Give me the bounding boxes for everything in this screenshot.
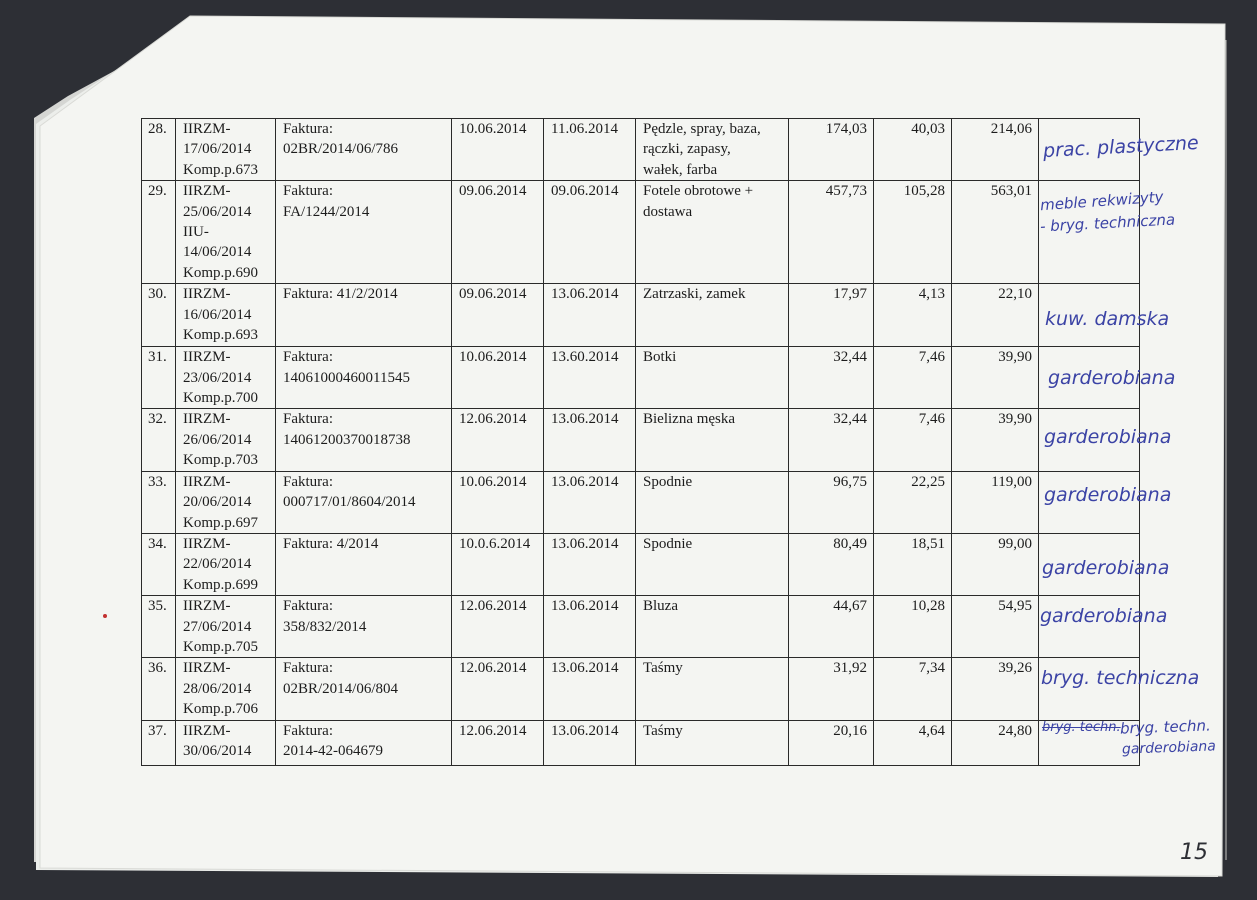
cell-description [636, 471, 789, 533]
cell-description [636, 658, 789, 720]
cell-lp: 36. [142, 658, 176, 720]
cell-description [636, 284, 789, 347]
page-number: 15 [1180, 840, 1208, 865]
cell-gross: 214,06 [952, 119, 1039, 181]
cell-reference-line: 26/06/2014 [183, 431, 252, 448]
cell-net: 31,92 [789, 658, 874, 720]
cell-payment-date: 09.06.2014 [544, 181, 636, 284]
cell-reference-line: 25/06/2014 [183, 203, 252, 220]
cell-document [276, 119, 452, 181]
cell-gross: 39,90 [952, 409, 1039, 471]
cell-reference-line: IIRZM- [183, 286, 231, 303]
cell-gross: 99,00 [952, 533, 1039, 595]
cell-document-line: 02BR/2014/06/786 [283, 141, 399, 158]
table-row [142, 409, 1140, 471]
cell-net: 32,44 [789, 409, 874, 471]
red-mark [103, 614, 107, 618]
cell-reference-line: 16/06/2014 [183, 306, 252, 323]
cell-vat: 40,03 [874, 119, 952, 181]
cell-lp: 37. [142, 720, 176, 765]
note-row-37-line1: bryg. techn. [1119, 716, 1212, 738]
cell-reference-line: IIRZM- [183, 535, 231, 552]
cell-vat: 18,51 [874, 533, 952, 595]
cell-net: 96,75 [789, 471, 874, 533]
table-row [142, 347, 1140, 409]
cell-reference [176, 409, 276, 471]
cell-invoice-date: 12.06.2014 [452, 720, 544, 765]
cell-document-line: 14061200370018738 [283, 431, 411, 448]
cell-document-line: Faktura: [283, 121, 333, 137]
cell-description-line: Fotele obrotowe + [643, 183, 754, 200]
cell-vat: 4,64 [874, 720, 952, 765]
cell-description-line: Taśmy [643, 722, 683, 739]
cell-reference-line: IIU- [183, 224, 209, 241]
cell-invoice-date: 09.06.2014 [452, 284, 544, 347]
cell-reference-line: Komp.p.699 [183, 576, 258, 593]
cell-reference-line: IIRZM- [183, 598, 231, 615]
cell-reference-line: IIRZM- [183, 660, 231, 677]
cell-gross: 119,00 [952, 471, 1039, 533]
cell-invoice-date: 12.06.2014 [452, 658, 544, 720]
cell-net: 44,67 [789, 596, 874, 658]
cell-document [276, 596, 452, 658]
note-row-35: garderobiana [1040, 605, 1168, 627]
cell-document-line: 000717/01/8604/2014 [283, 494, 416, 511]
cell-payment-date: 13.06.2014 [544, 596, 636, 658]
cell-description-line: Bielizna męska [643, 411, 736, 428]
cell-reference-line: IIRZM- [183, 473, 231, 490]
cell-reference [176, 658, 276, 720]
cell-description-line: Pędzle, spray, baza, [643, 121, 761, 137]
cell-document-line: Faktura: 4/2014 [283, 535, 379, 552]
cell-reference-line: 27/06/2014 [183, 618, 252, 635]
cell-invoice-date: 10.0.6.2014 [452, 533, 544, 595]
table-row [142, 471, 1140, 533]
cell-net: 174,03 [789, 119, 874, 181]
cell-invoice-date: 09.06.2014 [452, 181, 544, 284]
cell-net: 80,49 [789, 533, 874, 595]
cell-reference-line: Komp.p.703 [183, 452, 258, 469]
cell-document [276, 181, 452, 284]
cell-vat: 7,46 [874, 409, 952, 471]
cell-reference [176, 284, 276, 347]
cell-document [276, 409, 452, 471]
cell-vat: 7,46 [874, 347, 952, 409]
cell-reference-line: 20/06/2014 [183, 494, 252, 511]
cell-gross: 54,95 [952, 596, 1039, 658]
cell-reference-line: Komp.p.705 [183, 638, 258, 655]
cell-description-line: Spodnie [643, 473, 693, 490]
cell-gross: 24,80 [952, 720, 1039, 765]
cell-net: 20,16 [789, 720, 874, 765]
cell-net: 32,44 [789, 347, 874, 409]
cell-document-line: Faktura: 41/2/2014 [283, 286, 398, 303]
cell-description-line: rączki, zapasy, [643, 141, 731, 158]
cell-reference-line: Komp.p.673 [183, 161, 258, 178]
note-row-30: kuw. damska [1045, 308, 1170, 330]
cell-reference-line: Komp.p.690 [183, 264, 258, 281]
cell-reference-line: Komp.p.693 [183, 327, 258, 344]
cell-gross: 22,10 [952, 284, 1039, 347]
cell-payment-date: 11.06.2014 [544, 119, 636, 181]
cell-description-line: wałek, farba [643, 161, 718, 178]
cell-net: 457,73 [789, 181, 874, 284]
cell-reference-line: IIRZM- [183, 349, 231, 366]
cell-reference-line: 22/06/2014 [183, 556, 252, 573]
cell-description-line: Zatrzaski, zamek [643, 286, 746, 303]
cell-reference-line: IIRZM- [183, 121, 231, 137]
cell-reference [176, 119, 276, 181]
cell-vat: 7,34 [874, 658, 952, 720]
cell-description-line: dostawa [643, 203, 693, 220]
cell-reference [176, 533, 276, 595]
cell-lp: 29. [142, 181, 176, 284]
cell-payment-date: 13.06.2014 [544, 533, 636, 595]
expense-table [141, 118, 1140, 766]
cell-document-line: Faktura: [283, 183, 333, 200]
cell-reference-line: 28/06/2014 [183, 680, 252, 697]
cell-payment-date: 13.06.2014 [544, 471, 636, 533]
cell-vat: 4,13 [874, 284, 952, 347]
cell-document-line: 02BR/2014/06/804 [283, 680, 399, 697]
cell-lp: 31. [142, 347, 176, 409]
cell-description [636, 181, 789, 284]
table-row [142, 533, 1140, 595]
cell-reference [176, 596, 276, 658]
cell-document-line: Faktura: [283, 473, 333, 490]
cell-document-line: 358/832/2014 [283, 618, 367, 635]
cell-invoice-date: 12.06.2014 [452, 409, 544, 471]
table-row [142, 119, 1140, 181]
cell-invoice-date: 10.06.2014 [452, 471, 544, 533]
note-row-32: garderobiana [1044, 426, 1172, 448]
cell-reference-line: Komp.p.697 [183, 514, 258, 531]
cell-document-line: FA/1244/2014 [283, 203, 370, 220]
cell-reference-line: 14/06/2014 [183, 244, 252, 261]
cell-description-line: Spodnie [643, 535, 693, 552]
cell-payment-date: 13.06.2014 [544, 720, 636, 765]
cell-vat: 105,28 [874, 181, 952, 284]
cell-invoice-date: 10.06.2014 [452, 347, 544, 409]
cell-payment-date: 13.60.2014 [544, 347, 636, 409]
cell-reference-line: 23/06/2014 [183, 369, 252, 386]
cell-payment-date: 13.06.2014 [544, 284, 636, 347]
note-row-33: garderobiana [1044, 484, 1172, 506]
cell-description [636, 533, 789, 595]
cell-lp: 30. [142, 284, 176, 347]
cell-document-line: Faktura: [283, 349, 333, 366]
note-row-37-line2: garderobiana [1121, 738, 1217, 758]
note-row-28: prac. plastyczne [1042, 131, 1200, 163]
cell-description-line: Taśmy [643, 660, 683, 677]
cell-reference-line: IIRZM- [183, 183, 231, 200]
cell-description-line: Bluza [643, 598, 678, 615]
cell-reference-line: IIRZM- [183, 411, 231, 428]
cell-gross: 39,26 [952, 658, 1039, 720]
cell-document-line: 2014-42-064679 [283, 742, 383, 759]
cell-document-line: Faktura: [283, 660, 333, 677]
cell-reference-line: Komp.p.706 [183, 701, 258, 718]
cell-description [636, 119, 789, 181]
cell-document [276, 720, 452, 765]
cell-lp: 33. [142, 471, 176, 533]
cell-lp: 28. [142, 119, 176, 181]
note-row-34: garderobiana [1042, 557, 1170, 579]
cell-net: 17,97 [789, 284, 874, 347]
cell-reference-line: 17/06/2014 [183, 141, 252, 158]
cell-reference-line: 30/06/2014 [183, 742, 252, 759]
cell-payment-date: 13.06.2014 [544, 409, 636, 471]
cell-gross: 39,90 [952, 347, 1039, 409]
table-row [142, 284, 1140, 347]
cell-vat: 22,25 [874, 471, 952, 533]
cell-reference-line: IIRZM- [183, 722, 231, 739]
cell-lp: 34. [142, 533, 176, 595]
cell-reference-line: Komp.p.700 [183, 390, 258, 407]
cell-document-line: 14061000460011545 [283, 369, 410, 386]
cell-description [636, 720, 789, 765]
cell-document-line: Faktura: [283, 411, 333, 428]
cell-document [276, 471, 452, 533]
cell-description [636, 409, 789, 471]
note-row-37-struck: bryg. techn. [1042, 720, 1121, 735]
note-row-36: bryg. techniczna [1041, 667, 1200, 689]
cell-invoice-date: 10.06.2014 [452, 119, 544, 181]
cell-document [276, 533, 452, 595]
table-row [142, 658, 1140, 720]
cell-document [276, 658, 452, 720]
cell-reference [176, 181, 276, 284]
cell-invoice-date: 12.06.2014 [452, 596, 544, 658]
cell-lp: 32. [142, 409, 176, 471]
cell-document [276, 347, 452, 409]
cell-description [636, 347, 789, 409]
cell-document-line: Faktura: [283, 598, 333, 615]
note-row-29-line1: meble rekwizyty [1039, 187, 1165, 215]
table-row [142, 720, 1140, 765]
table-row [142, 596, 1140, 658]
cell-reference [176, 471, 276, 533]
note-row-29-line2: - bryg. techniczna [1039, 210, 1176, 236]
cell-gross: 563,01 [952, 181, 1039, 284]
table-row [142, 181, 1140, 284]
cell-description-line: Botki [643, 349, 677, 366]
cell-description [636, 596, 789, 658]
note-row-31: garderobiana [1048, 367, 1176, 389]
cell-reference [176, 720, 276, 765]
cell-document-line: Faktura: [283, 722, 333, 739]
cell-lp: 35. [142, 596, 176, 658]
cell-reference [176, 347, 276, 409]
cell-payment-date: 13.06.2014 [544, 658, 636, 720]
cell-vat: 10,28 [874, 596, 952, 658]
cell-document [276, 284, 452, 347]
